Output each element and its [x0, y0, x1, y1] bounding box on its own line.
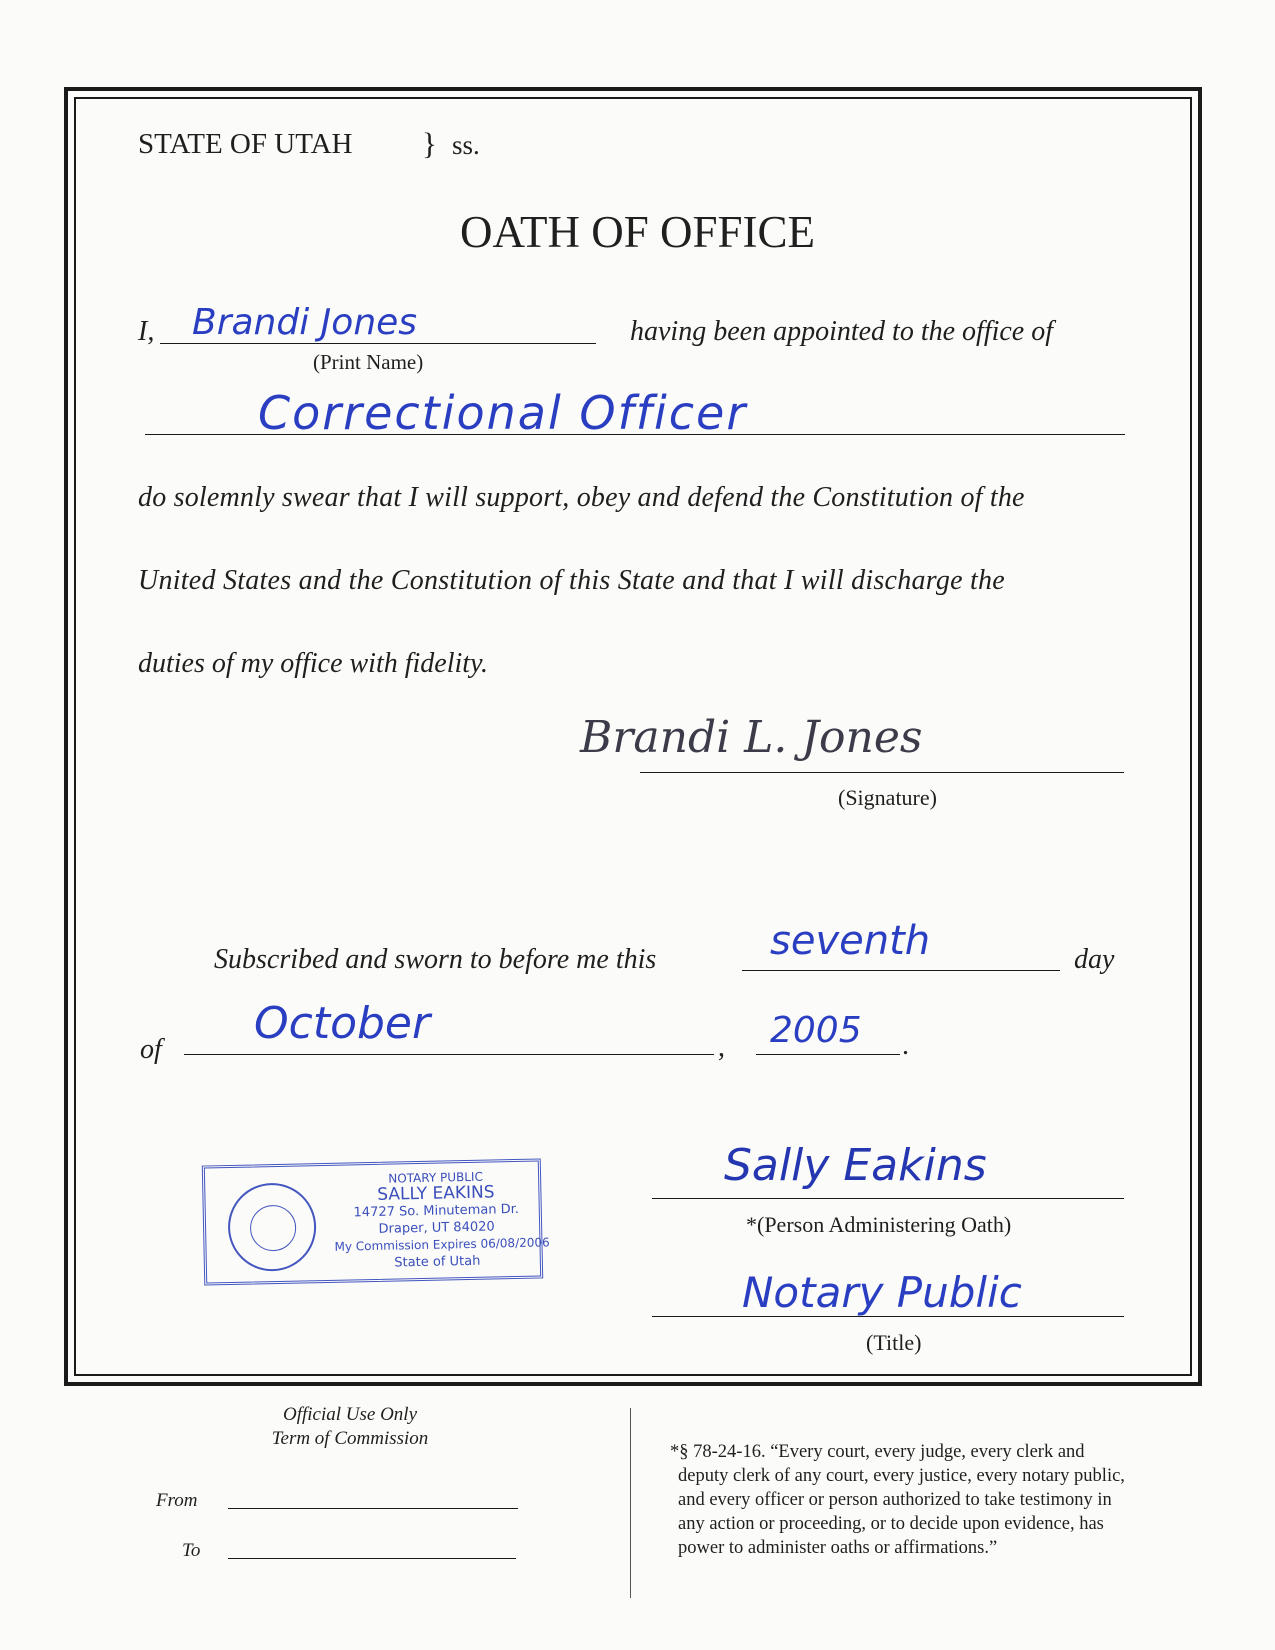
stamp-line-3: 14727 So. Minuteman Dr. [353, 1201, 520, 1221]
print-name-value: Brandi Jones [192, 302, 418, 343]
name-line [160, 343, 596, 344]
day-value: seventh [770, 918, 931, 964]
oath-body-line-1: do solemnly swear that I will support, obey and defend the Constitution of the [138, 482, 1025, 513]
footnote-line-4: any action or proceeding, or to decide upon evidence, has [678, 1514, 1104, 1534]
oath-body-line-3: duties of my office with fidelity. [138, 648, 488, 679]
footnote-line-2: deputy clerk of any court, every justice, every notary public, [678, 1466, 1125, 1486]
to-field[interactable] [228, 1558, 516, 1559]
stamp-line-6: State of Utah [394, 1253, 481, 1271]
of-label: of [140, 1034, 162, 1065]
stamp-line-2: SALLY EAKINS [377, 1182, 495, 1205]
appointed-text: having been appointed to the office of [630, 316, 1054, 347]
year-line [756, 1054, 900, 1055]
footnote-line-5: power to administer oaths or affirmations.” [678, 1538, 998, 1558]
month-value: October [254, 998, 431, 1049]
year-value: 2005 [770, 1010, 862, 1051]
date-period: . [902, 1030, 909, 1061]
oath-signature: Brandi L. Jones [580, 712, 923, 763]
footnote-line-1: *§ 78-24-16. “Every court, every judge, every clerk and [670, 1442, 1085, 1462]
term-of-commission-heading: Term of Commission [271, 1428, 429, 1449]
to-label: To [182, 1540, 201, 1561]
column-divider [630, 1408, 631, 1598]
office-value: Correctional Officer [258, 386, 748, 440]
state-seal [227, 1182, 317, 1272]
signature-caption: (Signature) [838, 785, 937, 810]
administrator-line [652, 1198, 1124, 1199]
day-label: day [1074, 944, 1115, 975]
signature-line [640, 772, 1124, 773]
page-title: OATH OF OFFICE [459, 207, 816, 257]
title-value: Notary Public [742, 1268, 1022, 1317]
stamp-line-5: My Commission Expires 06/08/2006 [334, 1235, 550, 1254]
sworn-text: Subscribed and sworn to before me this [214, 944, 657, 975]
administrator-signature: Sally Eakins [724, 1140, 987, 1191]
from-label: From [156, 1490, 198, 1511]
day-line [742, 970, 1060, 971]
month-line [184, 1054, 714, 1055]
oath-body-line-2: United States and the Constitution of this State and that I will discharge the [138, 565, 1005, 596]
state-label: STATE OF UTAH [138, 128, 353, 160]
official-use-heading: Official Use Only [282, 1404, 418, 1425]
ss-label: ss. [452, 130, 480, 160]
from-field[interactable] [228, 1508, 518, 1509]
title-caption: (Title) [866, 1330, 922, 1355]
footnote-line-3: and every officer or person authorized to take testimony in [678, 1490, 1112, 1510]
administrator-caption: *(Person Administering Oath) [746, 1212, 1012, 1237]
oath-prefix: I, [138, 316, 155, 347]
stamp-line-1: NOTARY PUBLIC [388, 1169, 484, 1186]
print-name-caption: (Print Name) [313, 350, 424, 374]
brace-symbol: } [422, 126, 437, 161]
notary-stamp [202, 1158, 550, 1285]
stamp-line-4: Draper, UT 84020 [378, 1219, 495, 1237]
date-comma: , [718, 1032, 725, 1063]
